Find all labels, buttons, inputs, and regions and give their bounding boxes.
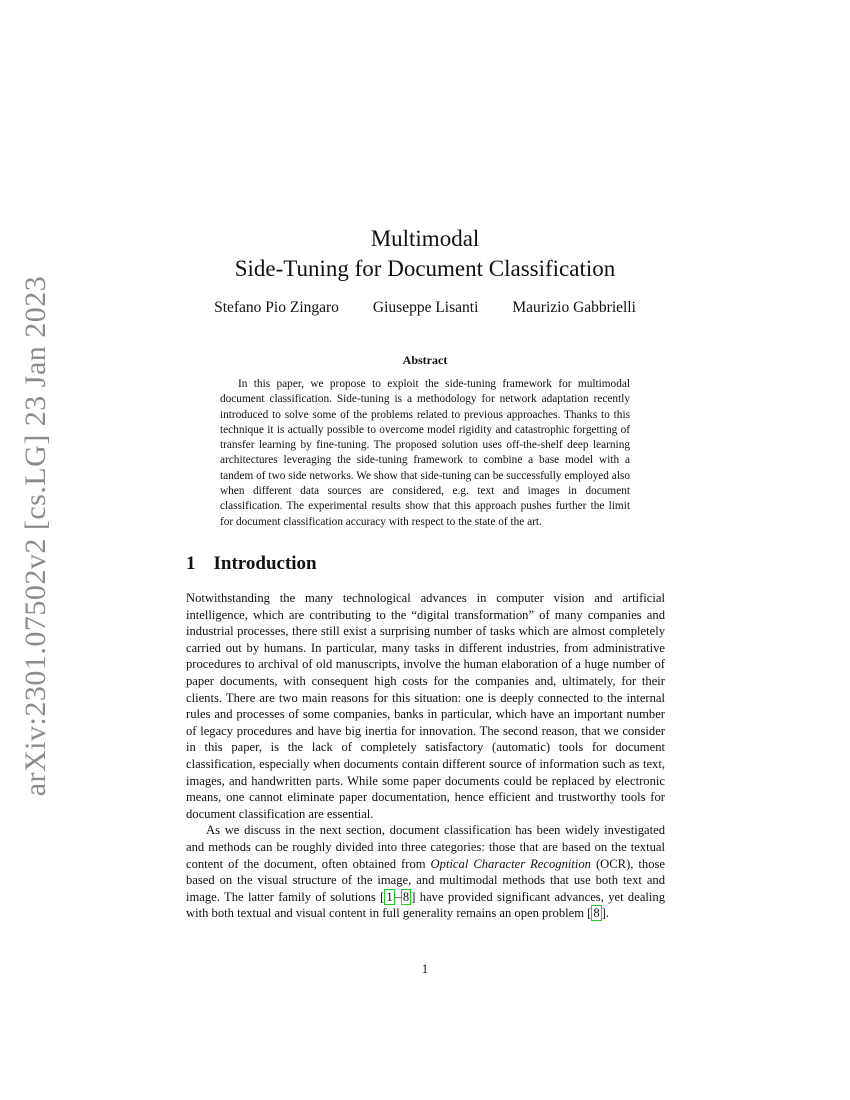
title-line-1: Multimodal bbox=[370, 226, 480, 251]
title-line-2: Side-Tuning for Document Classification bbox=[234, 256, 616, 281]
author-list bbox=[0, 299, 850, 317]
paper-title bbox=[0, 224, 850, 284]
text-run: As we discuss in the next section, document classification has been widely investigated and methods can be roughly divided into three categories: those that are based on the textual content of the document, often obtained from bbox=[186, 823, 665, 871]
paragraph: As we discuss in the next section, document classification has been widely investigated and methods can be roughly divided into three categories: those that are based on the textual content of the document, often obtained from Optical Character Recognition (OCR), those based on the visual structure of the image, and multimodal methods that use both text and image. The latter family of solutions [ 1 – 8 ] have provided significant advances, yet dealing with both textual and visual content in full generality remains an open problem [ 8 ]. bbox=[186, 823, 666, 921]
text-run: have provided significant advances, yet dealing with both textual and visual content in full generality remains an open problem bbox=[186, 889, 665, 921]
emphasis-text: Optical Character Recognition bbox=[430, 856, 591, 871]
author-name: Stefano Pio Zingaro bbox=[214, 299, 339, 316]
citation-link[interactable]: 8 bbox=[402, 889, 410, 904]
arxiv-identifier: arXiv:2301.07502v2 [cs.LG] 23 Jan 2023 bbox=[19, 275, 52, 797]
page-number: 1 bbox=[421, 962, 429, 976]
abstract-text: In this paper, we propose to exploit the side-tuning framework for multimodal document classification. Side-tuning is a methodology for network adaptation recently introduced to solve some of the problems related to previous approaches. Thanks to this technique it is actually possible to overcome model rigidity and catastrophic forgetting of transfer learning by fine-tuning. The proposed solution uses off-the-shelf deep learning architectures leveraging the side-tuning framework to combine a base model with a tandem of two side networks. We show that side-tuning can be successfully employed also when different data sources are considered, e.g. text and images in document classification. The experimental results show that this approach pushes further the limit for document classification accuracy with respect to the state of the art. bbox=[220, 378, 630, 528]
introduction-body bbox=[186, 590, 665, 922]
section-title: Introduction bbox=[213, 553, 317, 574]
abstract-heading: Abstract bbox=[402, 353, 448, 367]
citation-link[interactable]: 1 bbox=[386, 889, 393, 904]
paragraph: Notwithstanding the many technological advances in computer vision and artificial intelligence, which are contributing to the “digital transformation” of many companies and industrial processes, there still exist a surprising number of tasks which are almost completely carried out by humans. In particular, many tasks in different industries, from administrative procedures to archival of old manuscripts, involve the human elaboration of a huge number of paper documents, with consequent high costs for the companies and, ultimately, for their clients. There are two main reasons for this situation: one is deeply connected to the internal rules and processes of some companies, banks in particular, which have an important number of legacy procedures and have big inertia for innovation. The second reason, that we consider in this paper, is the lack of completely satisfactory (automatic) tools for document classification, especially when documents contain different source of information such as text, images, and handwritten parts. While some paper documents could be replaced by electronic means, one cannot eliminate paper documentation, hence efficient and trustworthy tools for document classification are essential. bbox=[186, 591, 665, 821]
author-name: Giuseppe Lisanti bbox=[372, 299, 479, 316]
section-heading bbox=[186, 553, 317, 575]
text-run: (OCR), those based on the visual structure of the image, and multimodal methods that use both text and image. The latter family of solutions bbox=[186, 856, 666, 904]
text-run: . bbox=[605, 906, 610, 921]
section-number: 1 bbox=[186, 553, 196, 574]
citation-range-dash: – bbox=[394, 889, 401, 904]
author-name: Maurizio Gabbrielli bbox=[512, 299, 636, 316]
citation-link[interactable]: 8 bbox=[593, 906, 600, 921]
